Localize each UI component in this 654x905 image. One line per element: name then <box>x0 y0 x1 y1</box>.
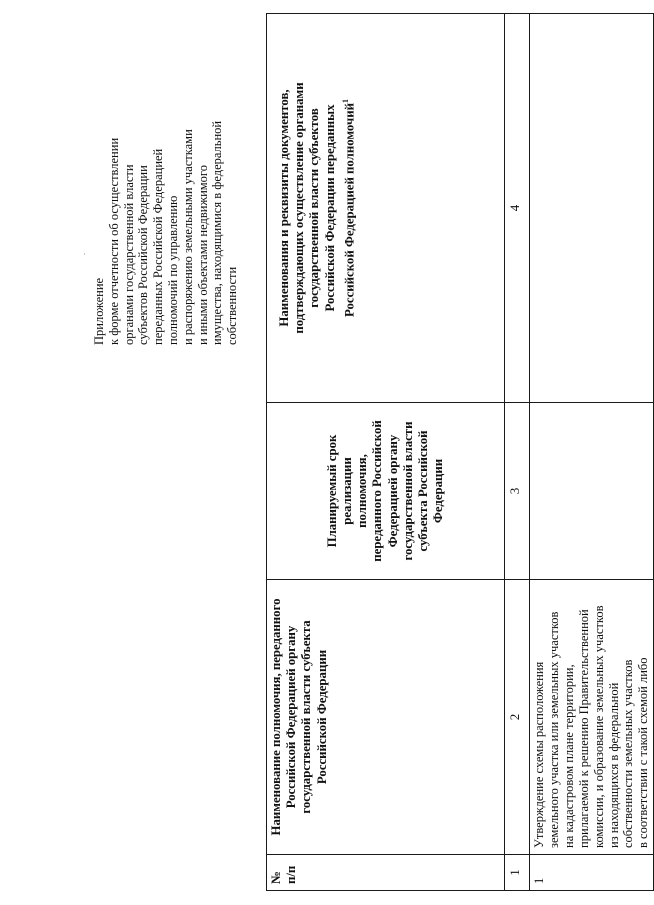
row-authority-line: Утверждение схемы расположения <box>532 661 546 848</box>
column-number: 3 <box>505 403 530 580</box>
header-documents-line <box>338 20 357 396</box>
row-authority-line: комиссии, и образование земельных участков <box>591 605 606 848</box>
header-num <box>267 855 505 891</box>
column-number-row <box>505 14 530 891</box>
row-authority <box>530 580 654 855</box>
header-authority-line: Наименование полномочия, переданного <box>269 598 283 836</box>
row-term <box>530 403 654 580</box>
header-authority <box>267 580 505 855</box>
annex-line: переданных Российской Федерацией <box>151 148 166 345</box>
annex-line: субъектов Российской Федерации <box>136 165 151 345</box>
column-number: 1 <box>505 855 530 891</box>
header-documents-line: государственной власти субъектов <box>307 108 322 308</box>
header-term-line: Федерации <box>431 458 446 524</box>
annex-line: Приложение <box>92 277 106 345</box>
row-authority-line: собственности земельных участков <box>621 659 636 848</box>
header-term-line: переданного Российской <box>370 420 385 562</box>
annex-line: собственности <box>225 266 240 345</box>
header-documents-line: Российской Федерации переданных <box>322 104 337 312</box>
header-num-line: № <box>269 871 283 884</box>
table-header-row <box>267 14 505 891</box>
row-num: 1 <box>530 855 654 891</box>
header-term-line: полномочия, <box>355 454 370 528</box>
row-authority-line: в соответствии с такой схемой либо <box>636 657 651 848</box>
footnote-marker: 1 <box>340 99 350 104</box>
header-term-line: Федерацией органу <box>385 434 400 548</box>
header-documents-line: подтверждающих осуществление органами <box>292 82 307 334</box>
row-authority-line: на кадастровом плане территории, <box>561 664 576 848</box>
table-row <box>530 14 654 891</box>
header-term-line: государственной власти <box>400 421 415 561</box>
header-authority-line: Российской Федерации <box>314 649 329 785</box>
header-documents <box>267 14 505 403</box>
annex-note <box>92 15 240 345</box>
header-documents-last-text: Российской Федерацией полномочий <box>342 103 357 317</box>
row-authority-line: из находящихся в федеральной <box>606 682 621 848</box>
annex-line: органами государственной власти <box>121 164 136 345</box>
annex-line: и распоряжению земельными участками <box>180 129 195 345</box>
column-number: 4 <box>505 14 530 403</box>
row-authority-line: земельного участка или земельных участков <box>546 611 561 848</box>
authorities-table <box>266 13 654 891</box>
annex-line: и иными объектами недвижимого <box>195 165 210 345</box>
header-authority-line: Российской Федерацией органу <box>284 625 299 809</box>
header-term-line: субъекта Российской <box>415 430 430 552</box>
header-term-line: Планируемый срок <box>324 434 339 548</box>
header-documents-line: Наименования и реквизиты документов, <box>277 89 291 327</box>
header-num-line: п/п <box>284 865 299 884</box>
annex-line: имущества, находящимися в федеральной <box>210 120 225 345</box>
row-documents <box>530 14 654 403</box>
annex-line: полномочий по управлению <box>165 195 180 345</box>
header-authority-line: государственной власти субъекта <box>299 620 314 814</box>
annex-line: к форме отчетности об осуществлении <box>106 137 121 345</box>
header-term-line: реализации <box>339 457 354 525</box>
row-authority-line: прилагаемой к решению Правительственной <box>576 609 591 848</box>
header-term <box>267 403 505 580</box>
stray-mark: . <box>78 253 87 255</box>
column-number: 2 <box>505 580 530 855</box>
